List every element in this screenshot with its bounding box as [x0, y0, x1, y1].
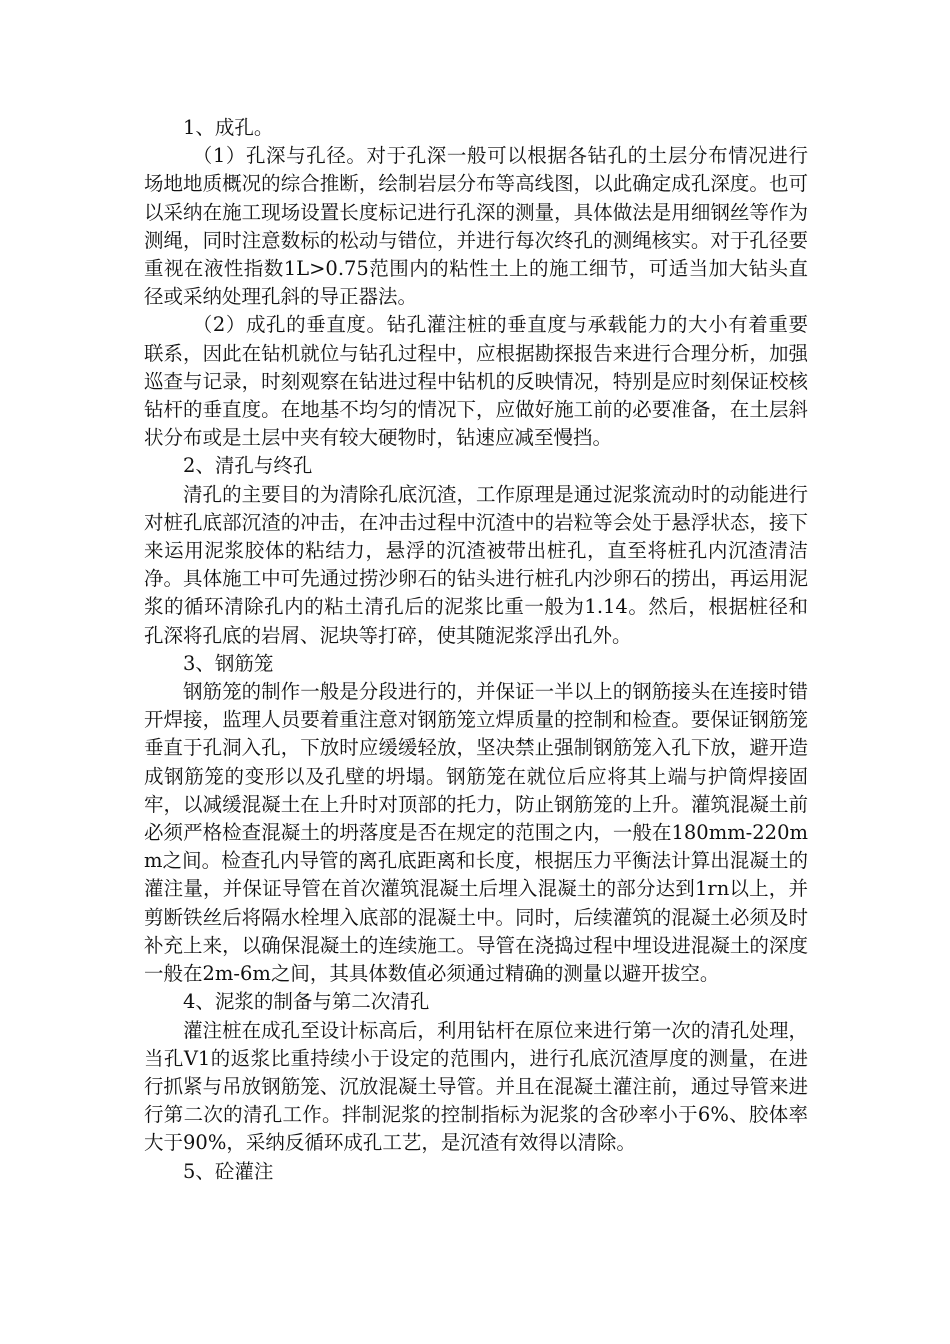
- paragraph-rebar-cage: 钢筋笼的制作一般是分段进行的，并保证一半以上的钢筋接头在连接时错开焊接，监理人员要着重注意对钢筋笼立焊质量的控制和检查。要保证钢筋笼垂直于孔洞入孔，下放时应缓缓轻放，坚决禁止强制钢筋笼入孔下放，避开造成钢筋笼的变形以及孔壁的坍塌。钢筋笼在就位后应将其上端与护筒焊接固牢，以减缓混凝土在上升时对顶部的托力，防止钢筋笼的上升。灌筑混凝土前必须严格检查混凝土的坍落度是否在规定的范围之内，一般在180mm-220mm之间。检查孔内导管的离孔底距离和长度，根据压力平衡法计算出混凝土的灌注量，并保证导管在首次灌筑混凝土后埋入混凝土的部分达到1rn以上，并剪断铁丝后将隔水栓埋入底部的混凝土中。同时，后续灌筑的混凝土必须及时补充上来，以确保混凝土的连续施工。导管在浇捣过程中埋设进混凝土的深度一般在2m-6m之间，其具体数值必须通过精确的测量以避开拔空。: [144, 680, 808, 986]
- paragraph-hole-depth-diameter: （1）孔深与孔径。对于孔深一般可以根据各钻孔的土层分布情况进行场地地质概况的综合推断，绘制岩层分布等高线图，以此确定成孔深度。也可以采纳在施工现场设置长度标记进行孔深的测量，具体做法是用细钢丝等作为测绳，同时注意数标的松动与错位，并进行每次终孔的测绳核实。对于孔径要重视在液性指数1L>0.75范围内的粘性土上的施工细节，可适当加大钻头直径或采纳处理孔斜的导正器法。: [144, 144, 808, 309]
- section-heading-4: 4、泥浆的制备与第二次清孔: [183, 990, 430, 1014]
- paragraph-slurry-preparation: 灌注桩在成孔至设计标高后，利用钻杆在原位来进行第一次的清孔处理，当孔V1的返浆比重持续小于设定的范围内，进行孔底沉渣厚度的测量，在进行抓紧与吊放钢筋笼、沉放混凝土导管。并且在混凝土灌注前，通过导管来进行第二次的清孔工作。拌制泥浆的控制指标为泥浆的含砂率小于6%、胶体率大于90%，采纳反循环成孔工艺，是沉渣有效得以清除。: [144, 1018, 808, 1155]
- section-heading-2: 2、清孔与终孔: [183, 454, 313, 478]
- paragraph-hole-cleaning: 清孔的主要目的为清除孔底沉渣，工作原理是通过泥浆流动时的动能进行对桩孔底部沉渣的冲击，在冲击过程中沉渣中的岩粒等会处于悬浮状态，接下来运用泥浆胶体的粘结力，悬浮的沉渣被带出桩孔，直至将桩孔内沉渣清洁净。具体施工中可先通过捞沙卵石的钻头进行桩孔内沙卵石的捞出，再运用泥浆的循环清除孔内的粘土清孔后的泥浆比重一般为1.14。然后，根据桩径和孔深将孔底的岩屑、泥块等打碎，使其随泥浆浮出孔外。: [144, 482, 808, 647]
- section-heading-1: 1、成孔。: [183, 116, 274, 139]
- document-body: [144, 114, 808, 1186]
- paragraph-hole-verticality: （2）成孔的垂直度。钻孔灌注桩的垂直度与承载能力的大小有着重要联系，因此在钻机就位与钻孔过程中，应根据勘探报告来进行合理分析，加强巡查与记录，时刻观察在钻进过程中钻机的反映情况，特别是应时刻保证校核钻杆的垂直度。在地基不均匀的情况下，应做好施工前的必要准备，在土层斜状分布或是土层中夹有较大硬物时，钻速应减至慢挡。: [144, 313, 808, 450]
- section-heading-5: 5、砼灌注: [183, 1159, 274, 1183]
- section-heading-3: 3、钢筋笼: [183, 651, 274, 675]
